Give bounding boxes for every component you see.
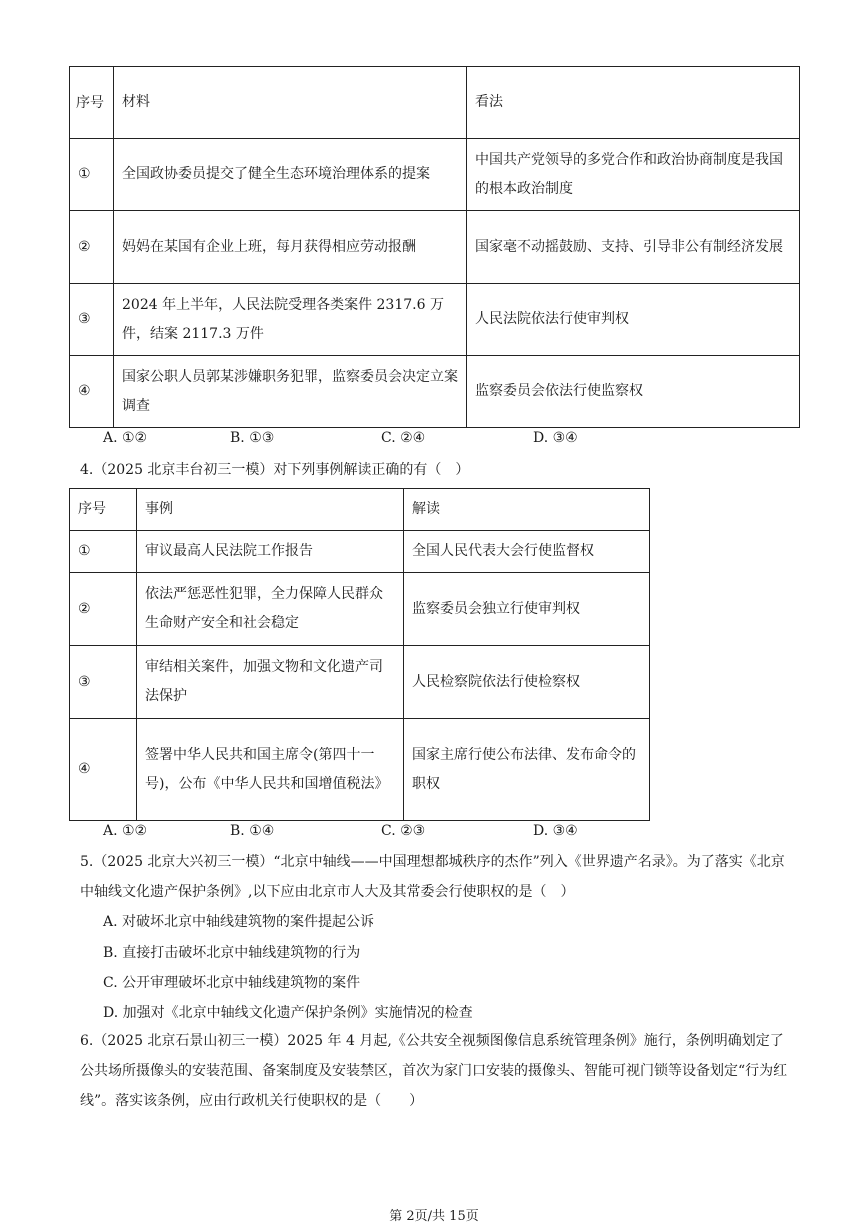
table-row xyxy=(70,719,650,821)
q5-option-a[interactable]: A. 对破坏北京中轴线建筑物的案件提起公诉 xyxy=(103,914,375,930)
table-header-row xyxy=(70,67,800,139)
q5-option-c[interactable]: C. 公开审理破坏北京中轴线建筑物的案件 xyxy=(103,975,361,991)
row-reading: 监察委员会独立行使审判权 xyxy=(404,573,650,646)
header-reading: 解读 xyxy=(404,489,650,531)
row-case: 签署中华人民共和国主席令(第四十一号)，公布《中华人民共和国增值税法》 xyxy=(137,719,404,821)
row-reading: 人民检察院依法行使检察权 xyxy=(404,646,650,719)
table-materials xyxy=(69,66,800,428)
option-a[interactable]: A. ①② xyxy=(103,430,148,446)
row-reading: 全国人民代表大会行使监督权 xyxy=(404,531,650,573)
option-d[interactable]: D. ③④ xyxy=(533,823,578,839)
row-view: 国家毫不动摇鼓励、支持、引导非公有制经济发展 xyxy=(467,211,800,284)
option-b[interactable]: B. ①④ xyxy=(230,823,275,839)
row-view: 人民法院依法行使审判权 xyxy=(467,284,800,356)
q5-stem: 5.（2025 北京大兴初三一模）“北京中轴线——中国理想都城秩序的杰作”列入《世界遗产名录》。为了落实《北京中轴线文化遗产保护条例》,以下应由北京市人大及其常委会行使职权的是（ ） xyxy=(80,854,785,900)
table-row xyxy=(70,356,800,428)
row-num: ① xyxy=(70,531,137,573)
row-case: 依法严惩恶性犯罪，全力保障人民群众生命财产安全和社会稳定 xyxy=(137,573,404,646)
table-row xyxy=(70,573,650,646)
q6-stem: 6.（2025 北京石景山初三一模）2025 年 4 月起,《公共安全视频图像信息系统管理条例》施行，条例明确划定了公共场所摄像头的安装范围、备案制度及安装禁区，首次为家门口安装的摄像头、智能可视门锁等设备划定“行为红线”。落实该条例，应由行政机关行使职权的是（ ） xyxy=(80,1033,788,1109)
row-num: ① xyxy=(70,139,114,211)
table-header-row xyxy=(70,489,650,531)
header-case: 事例 xyxy=(137,489,404,531)
row-material: 2024 年上半年，人民法院受理各类案件 2317.6 万件，结案 2117.3 万件 xyxy=(114,284,467,356)
row-num: ④ xyxy=(70,719,137,821)
row-num: ② xyxy=(70,211,114,284)
table-row xyxy=(70,284,800,356)
table-row xyxy=(70,139,800,211)
table-cases xyxy=(69,488,650,821)
header-material: 材料 xyxy=(114,67,467,139)
row-num: ② xyxy=(70,573,137,646)
header-num: 序号 xyxy=(70,489,137,531)
row-material: 妈妈在某国有企业上班，每月获得相应劳动报酬 xyxy=(114,211,467,284)
page-number: 第 2页/共 15页 xyxy=(389,1209,479,1224)
option-c[interactable]: C. ②③ xyxy=(381,823,426,839)
table-row xyxy=(70,646,650,719)
row-num: ③ xyxy=(70,284,114,356)
header-view: 看法 xyxy=(467,67,800,139)
option-d[interactable]: D. ③④ xyxy=(533,430,578,446)
option-a[interactable]: A. ①② xyxy=(103,823,148,839)
q4-stem: 4.（2025 北京丰台初三一模）对下列事例解读正确的有（ ） xyxy=(80,462,470,478)
table-row xyxy=(70,531,650,573)
row-material: 国家公职人员郭某涉嫌职务犯罪，监察委员会决定立案调查 xyxy=(114,356,467,428)
option-c[interactable]: C. ②④ xyxy=(381,430,426,446)
option-b[interactable]: B. ①③ xyxy=(230,430,275,446)
q5-option-d[interactable]: D. 加强对《北京中轴线文化遗产保护条例》实施情况的检查 xyxy=(103,1005,473,1021)
row-num: ③ xyxy=(70,646,137,719)
table-row xyxy=(70,211,800,284)
header-num: 序号 xyxy=(70,67,114,139)
row-material: 全国政协委员提交了健全生态环境治理体系的提案 xyxy=(114,139,467,211)
row-num: ④ xyxy=(70,356,114,428)
row-case: 审结相关案件，加强文物和文化遗产司法保护 xyxy=(137,646,404,719)
row-view: 中国共产党领导的多党合作和政治协商制度是我国的根本政治制度 xyxy=(467,139,800,211)
q5-option-b[interactable]: B. 直接打击破坏北京中轴线建筑物的行为 xyxy=(103,945,361,961)
row-view: 监察委员会依法行使监察权 xyxy=(467,356,800,428)
row-reading: 国家主席行使公布法律、发布命令的职权 xyxy=(404,719,650,821)
row-case: 审议最高人民法院工作报告 xyxy=(137,531,404,573)
